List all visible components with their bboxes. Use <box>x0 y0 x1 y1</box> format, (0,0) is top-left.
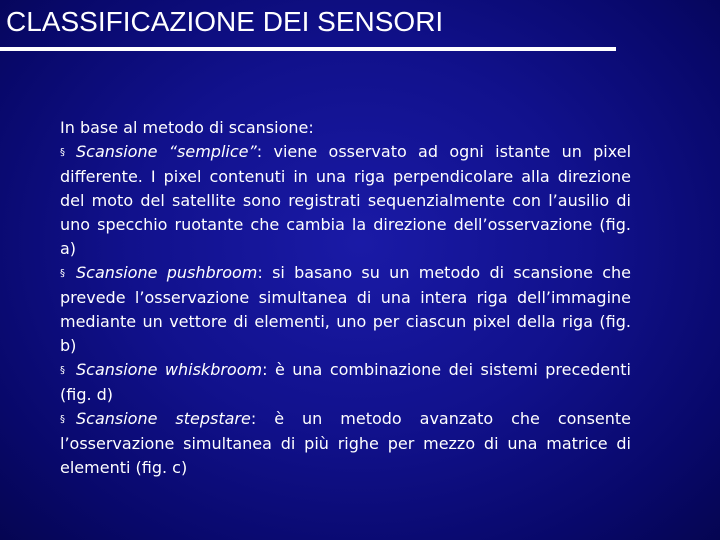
item-term: Scansione stepstare <box>76 409 251 428</box>
item-term: Scansione pushbroom <box>76 263 258 282</box>
item-description: viene osservato ad ogni istante un pixel differente. I pixel contenuti in una riga perpendicolare alla direzione del moto del satellite sono registrati sequenzialmente con l’ausilio di uno specchio ruotante che cambia la direzione dell’osservazione (fig. a) <box>60 142 632 258</box>
list-item-scansione-pushbroom <box>60 261 631 358</box>
list-item-scansione-whiskbroom <box>60 358 631 407</box>
bullet-icon: § <box>60 147 65 158</box>
item-term: Scansione “semplice” <box>76 142 257 161</box>
item-description: si basano su un metodo di scansione che prevede l’osservazione simultanea di una intera riga dell’immagine mediante un vettore di elementi, uno per ciascun pixel della riga (fig. b) <box>60 263 632 355</box>
item-separator: : <box>262 360 275 379</box>
item-separator: : <box>256 142 274 161</box>
bullet-icon: § <box>60 414 65 425</box>
bullet-icon: § <box>60 365 65 376</box>
bullet-icon: § <box>60 268 65 279</box>
list-item-scansione-semplice <box>60 140 631 261</box>
list-item-scansione-stepstare <box>60 407 631 480</box>
item-term: Scansione whiskbroom <box>76 360 263 379</box>
item-description: è una combinazione dei sistemi precedenti (fig. d) <box>60 360 631 404</box>
title-underline <box>0 47 616 51</box>
slide-title: CLASSIFICAZIONE DEI SENSORI <box>6 6 444 37</box>
item-separator: : <box>257 263 273 282</box>
item-separator: : <box>250 409 275 428</box>
intro-text: In base al metodo di scansione: <box>60 118 314 137</box>
item-description: è un metodo avanzato che consente l’osservazione simultanea di più righe per mezzo di una matrice di elementi (fig. c) <box>60 409 632 477</box>
slide-body <box>60 116 631 480</box>
